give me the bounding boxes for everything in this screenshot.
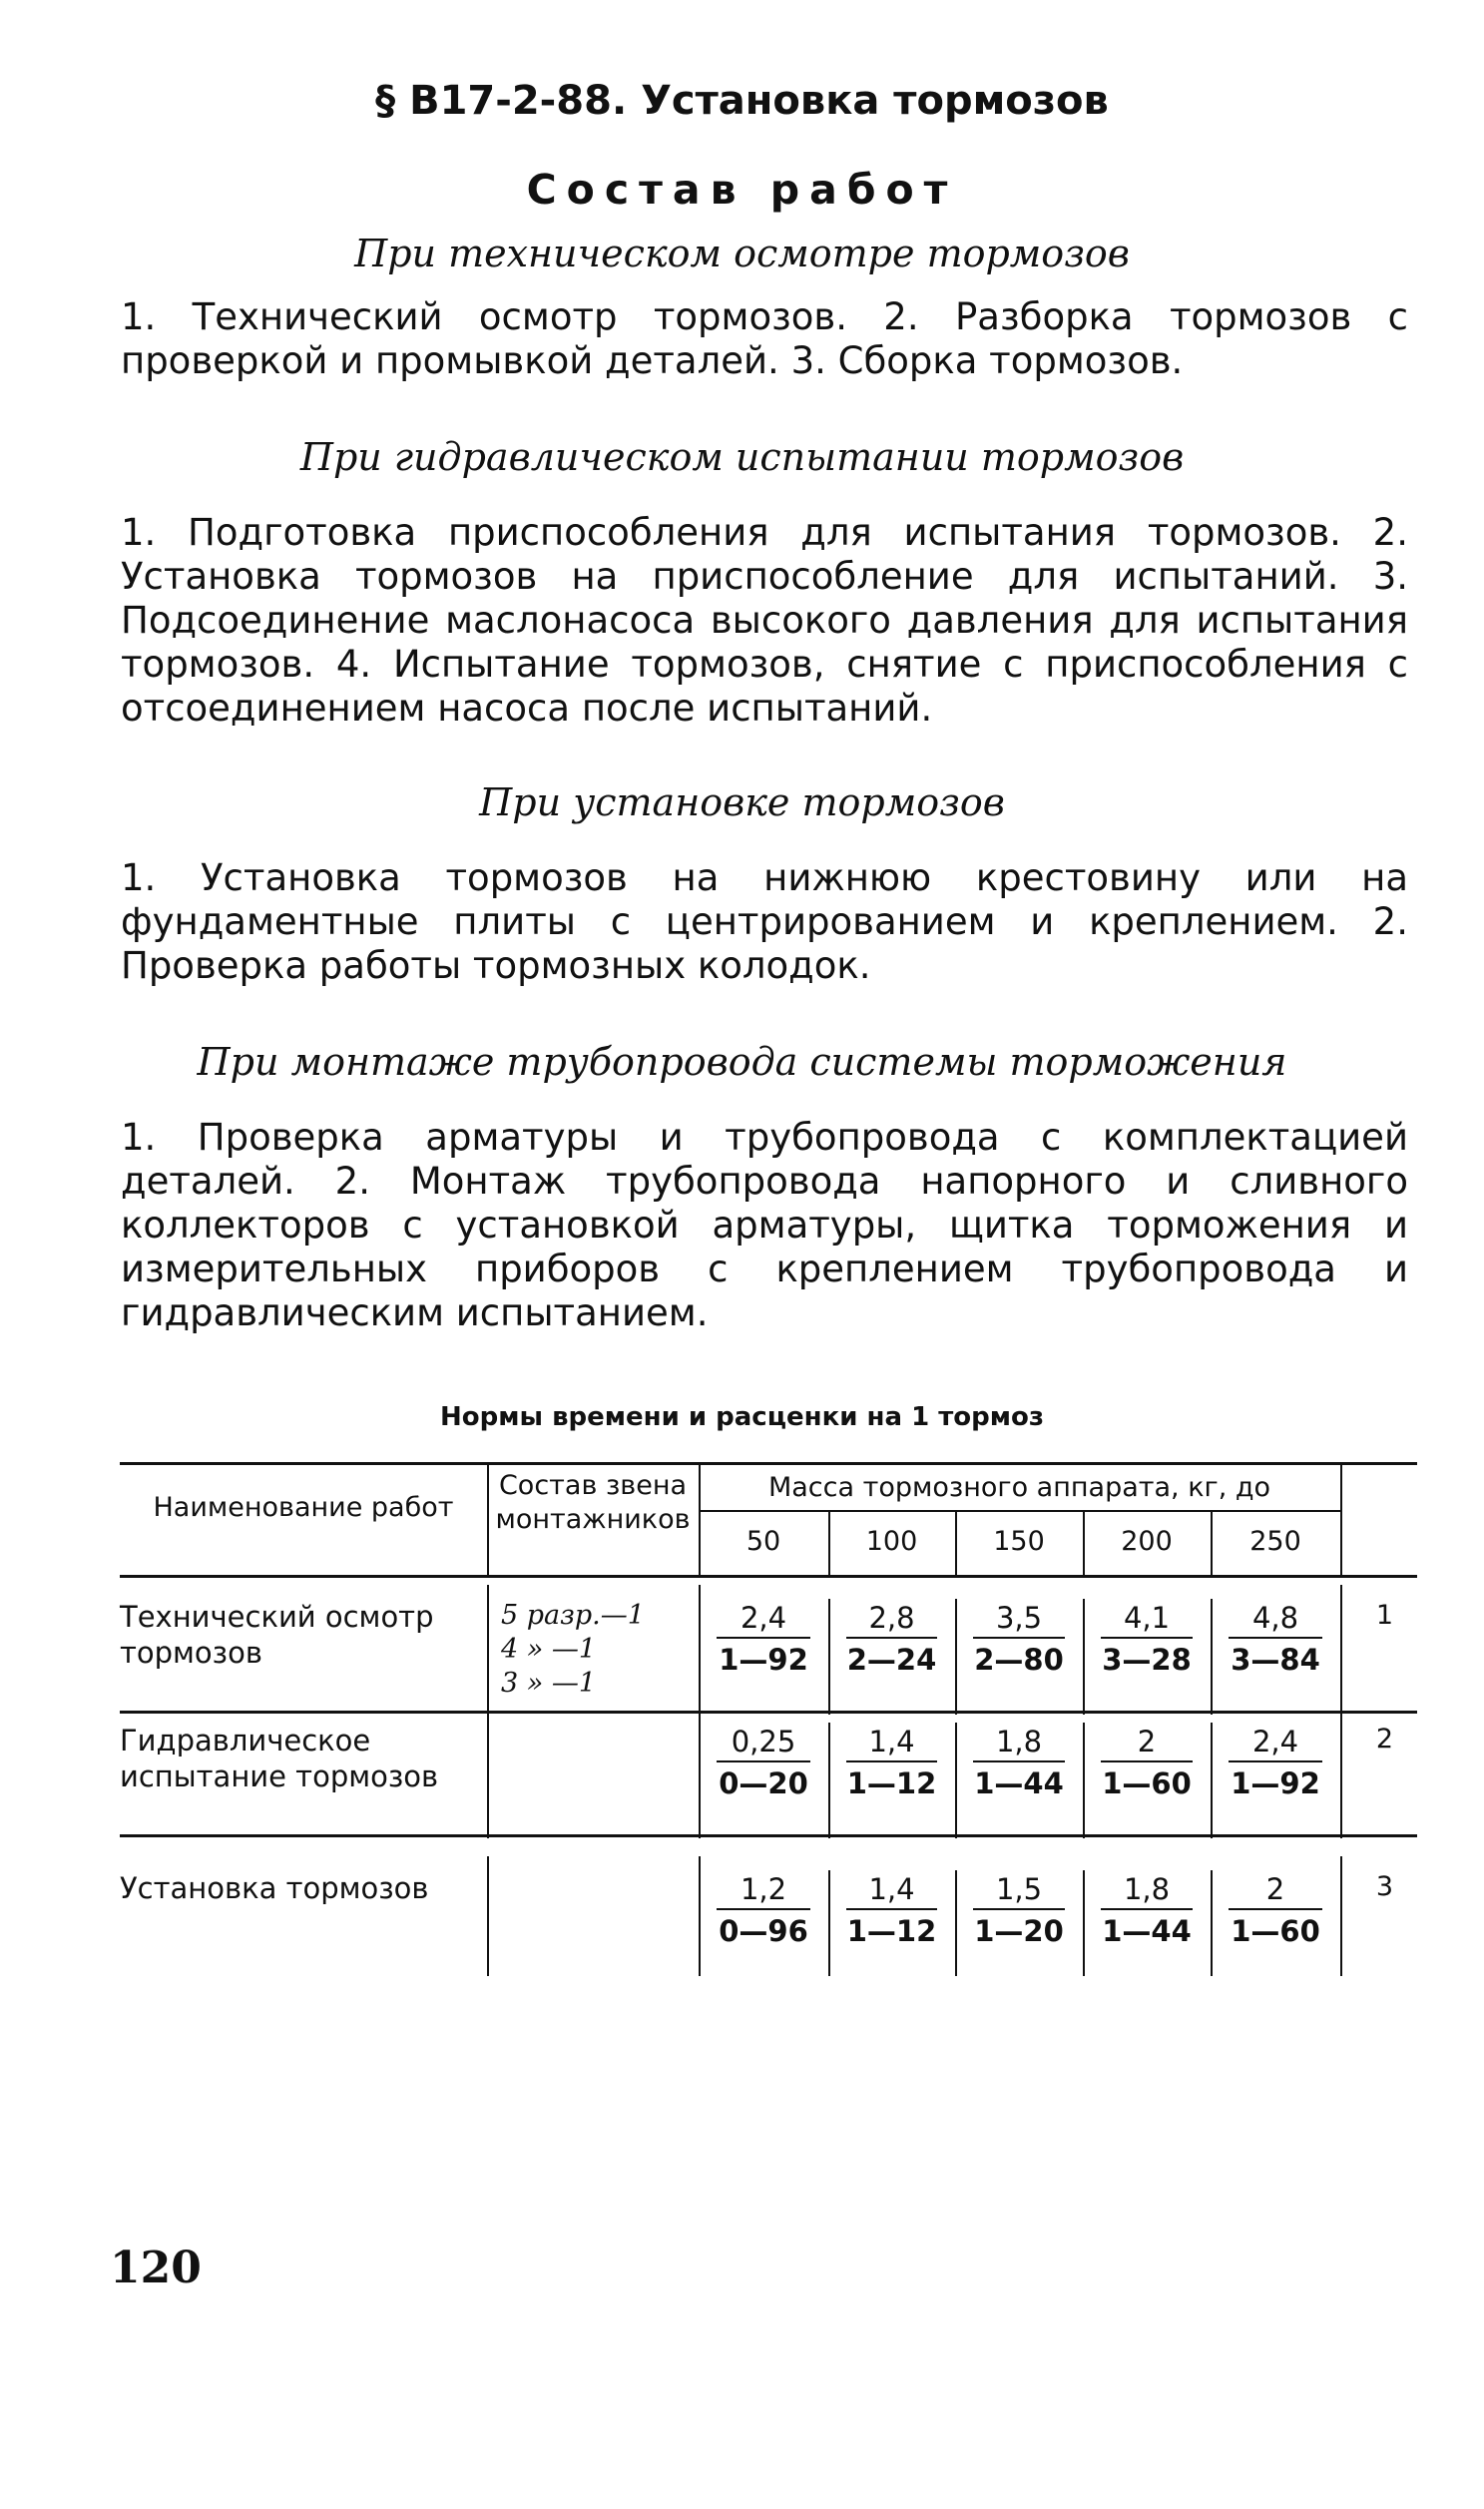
norm-time-value: 1,8 bbox=[995, 1725, 1043, 1758]
paragraph: 1. Технический осмотр тормозов. 2. Разборка тормозов с проверкой и промывкой деталей. 3. Сборка тормозов. bbox=[121, 295, 1408, 382]
norm-rate-value: 3—84 bbox=[1231, 1643, 1320, 1677]
norm-rate-value: 1—12 bbox=[846, 1914, 937, 1948]
table-rule bbox=[1340, 1462, 1342, 1575]
norm-rate-value: 3—28 bbox=[1102, 1643, 1192, 1677]
fraction-bar bbox=[1101, 1637, 1193, 1639]
norm-rate-value: 1—92 bbox=[719, 1643, 808, 1677]
condition-heading: При установке тормозов bbox=[479, 780, 1005, 824]
norm-time-value: 1,2 bbox=[740, 1872, 787, 1906]
row-work-name: Установка тормозов bbox=[120, 1871, 429, 1905]
fraction-bar bbox=[973, 1908, 1065, 1910]
norm-rate-value: 2—80 bbox=[974, 1643, 1064, 1677]
norm-time-value: 4,8 bbox=[1251, 1601, 1299, 1635]
norm-time-value: 2,4 bbox=[1251, 1725, 1299, 1758]
row-work-name: Гидравлическое испытание тормозов bbox=[120, 1724, 439, 1793]
column-header-crew: Состав звена монтажников bbox=[495, 1470, 691, 1535]
norm-rate-value: 1—92 bbox=[1231, 1766, 1320, 1800]
table-rule bbox=[1340, 1856, 1342, 1976]
row-number: 2 bbox=[1375, 1724, 1394, 1755]
fraction-bar bbox=[973, 1760, 1065, 1762]
row-separator bbox=[120, 1711, 1417, 1714]
norm-time-value: 1,8 bbox=[1123, 1872, 1171, 1906]
mass-header-rule bbox=[699, 1510, 1340, 1512]
subtitle: Состав работ bbox=[526, 166, 958, 214]
norm-rate-value: 1—20 bbox=[974, 1914, 1064, 1948]
fraction-bar bbox=[1101, 1908, 1193, 1910]
fraction-bar bbox=[973, 1637, 1065, 1639]
table-header-rule bbox=[120, 1575, 1417, 1578]
table-rule bbox=[487, 1856, 489, 1976]
fraction-bar bbox=[717, 1908, 810, 1910]
condition-heading: При техническом осмотре тормозов bbox=[354, 232, 1130, 275]
norm-rate-value: 1—60 bbox=[1102, 1766, 1192, 1800]
mass-column-label: 200 bbox=[1121, 1526, 1173, 1557]
norm-time-value: 1,4 bbox=[868, 1872, 915, 1906]
row-number: 3 bbox=[1375, 1871, 1394, 1902]
norm-time-value: 4,1 bbox=[1123, 1601, 1171, 1635]
norm-time-value: 3,5 bbox=[995, 1601, 1043, 1635]
fraction-bar bbox=[1229, 1637, 1322, 1639]
crew-member: 4 » —1 bbox=[501, 1634, 597, 1665]
norm-rate-value: 1—44 bbox=[1102, 1914, 1192, 1948]
table-caption: Нормы времени и расценки на 1 тормоз bbox=[440, 1402, 1044, 1432]
norm-time-value: 2 bbox=[1265, 1872, 1285, 1906]
table-rule bbox=[487, 1585, 489, 1715]
row-number: 1 bbox=[1375, 1600, 1394, 1631]
norm-time-value: 2,8 bbox=[868, 1601, 915, 1635]
fraction-bar bbox=[1229, 1908, 1322, 1910]
fraction-bar bbox=[717, 1760, 810, 1762]
mass-column-label: 250 bbox=[1249, 1526, 1301, 1557]
row-separator bbox=[120, 1834, 1417, 1837]
fraction-bar bbox=[717, 1637, 810, 1639]
norm-rate-value: 1—60 bbox=[1231, 1914, 1320, 1948]
mass-column-label: 50 bbox=[745, 1526, 781, 1557]
crew-member: 3 » —1 bbox=[501, 1668, 597, 1699]
condition-heading: При монтаже трубопровода системы торможения bbox=[197, 1040, 1287, 1084]
column-header-work: Наименование работ bbox=[153, 1492, 454, 1523]
norm-time-value: 1,4 bbox=[868, 1725, 915, 1758]
table-rule bbox=[1340, 1709, 1342, 1838]
table-rule bbox=[487, 1709, 489, 1838]
fraction-bar bbox=[846, 1637, 937, 1639]
norm-time-value: 1,5 bbox=[995, 1872, 1043, 1906]
crew-member: 5 разр.—1 bbox=[501, 1600, 645, 1631]
page-number: 120 bbox=[110, 2243, 202, 2293]
mass-column-label: 100 bbox=[865, 1526, 918, 1557]
norm-rate-value: 0—96 bbox=[719, 1914, 808, 1948]
norm-rate-value: 1—44 bbox=[974, 1766, 1064, 1800]
paragraph: 1. Подготовка приспособления для испытания тормозов. 2. Установка тормозов на приспособление для испытаний. 3. Подсоединение маслонасоса высокого давления для испытания тормозов. 4. Испытание тормозов, снятие с приспособления с отсоединением насоса после испытаний. bbox=[121, 511, 1408, 730]
column-header-mass: Масса тормозного аппарата, кг, до bbox=[767, 1472, 1271, 1503]
condition-heading: При гидравлическом испытании тормозов bbox=[299, 435, 1185, 479]
fraction-bar bbox=[1229, 1760, 1322, 1762]
table-rule bbox=[487, 1462, 489, 1575]
row-work-name: Технический осмотр тормозов bbox=[120, 1600, 434, 1670]
table-rule bbox=[1340, 1585, 1342, 1715]
norm-rate-value: 0—20 bbox=[719, 1766, 808, 1800]
section-title: § В17-2-88. Установка тормозов bbox=[375, 78, 1109, 124]
fraction-bar bbox=[846, 1908, 937, 1910]
mass-column-label: 150 bbox=[993, 1526, 1045, 1557]
norm-rate-value: 1—12 bbox=[846, 1766, 937, 1800]
norm-time-value: 2 bbox=[1137, 1725, 1157, 1758]
fraction-bar bbox=[1101, 1760, 1193, 1762]
norm-time-value: 2,4 bbox=[740, 1601, 787, 1635]
norm-time-value: 0,25 bbox=[731, 1725, 796, 1758]
paragraph: 1. Установка тормозов на нижнюю крестовину или на фундаментные плиты с центрированием и креплением. 2. Проверка работы тормозных колодок. bbox=[121, 856, 1408, 987]
norm-rate-value: 2—24 bbox=[846, 1643, 937, 1677]
fraction-bar bbox=[846, 1760, 937, 1762]
table-top-rule bbox=[120, 1462, 1417, 1465]
paragraph: 1. Проверка арматуры и трубопровода с комплектацией деталей. 2. Монтаж трубопровода напорного и сливного коллекторов с установкой арматуры, щитка торможения и измерительных приборов с креплением трубопровода и гидравлическим испытанием. bbox=[121, 1116, 1408, 1334]
